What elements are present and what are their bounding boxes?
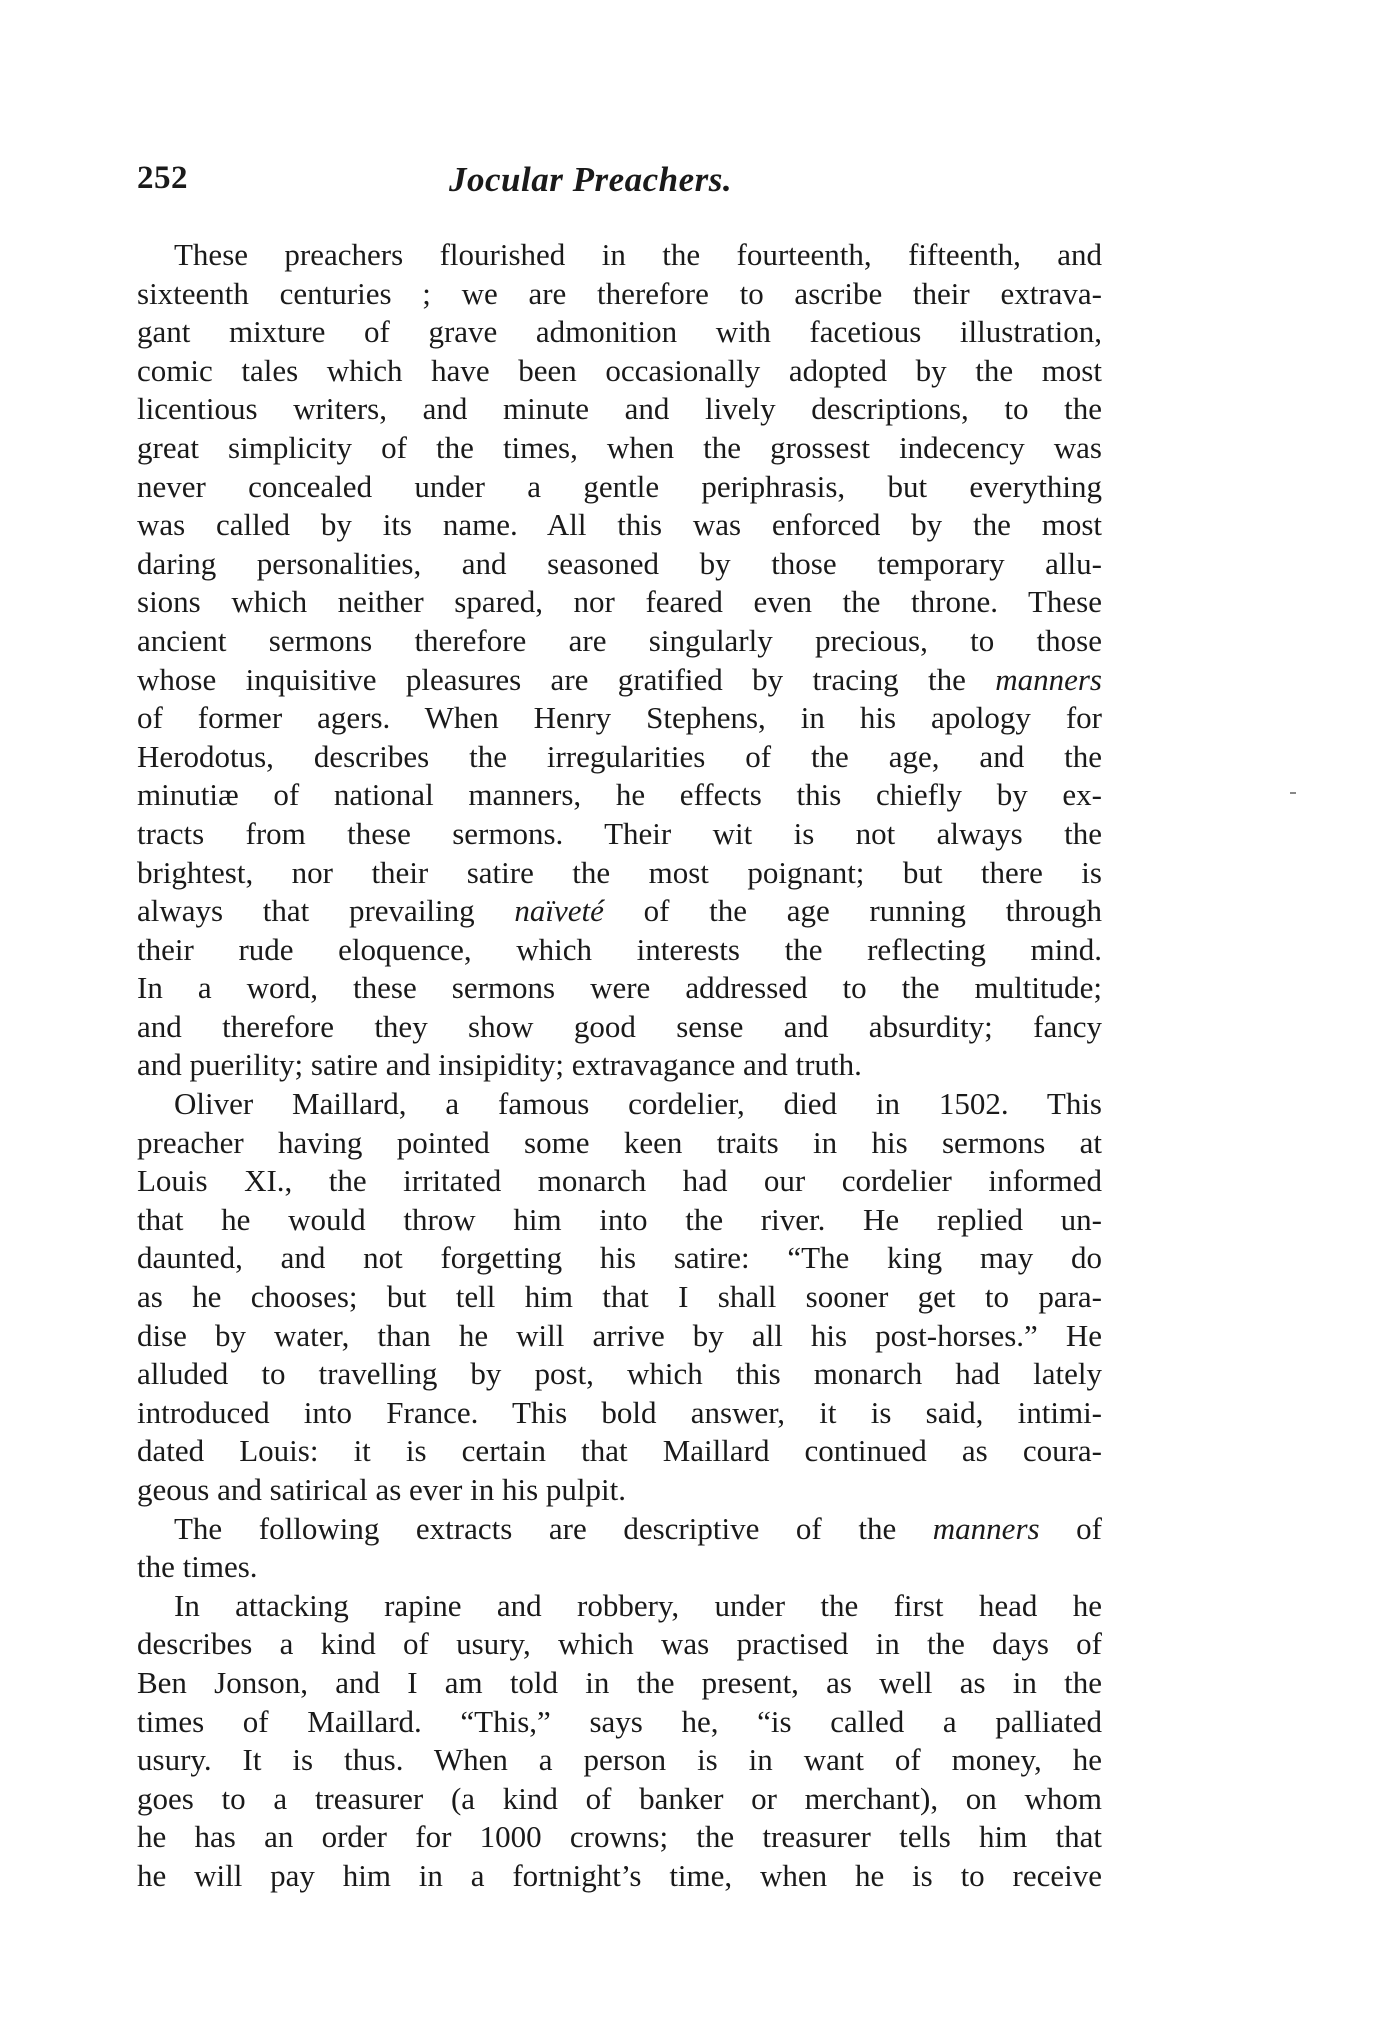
text-line: that he would throw him into the river. He replied un- <box>137 1201 1102 1237</box>
text-line: comic tales which have been occasionally adopted by the most <box>137 352 1102 388</box>
text-line: and puerility; satire and insipidity; extravagance and truth. <box>137 1047 862 1083</box>
text-line: of former agers. When Henry Stephens, in his apology for <box>137 700 1102 736</box>
text-line: as he chooses; but tell him that I shall sooner get to para- <box>137 1279 1102 1315</box>
running-title: Jocular Preachers. <box>449 160 733 199</box>
text-line: never concealed under a gentle periphrasis, but everything <box>137 468 1102 504</box>
text-line: introduced into France. This bold answer, it is said, intimi- <box>137 1394 1102 1430</box>
text-line: licentious writers, and minute and lively descriptions, to the <box>137 391 1102 427</box>
text-line: describes a kind of usury, which was practised in the days of <box>137 1626 1102 1662</box>
text-line: always that prevailing naïveté of the age running through <box>137 893 1103 929</box>
text-line: The following extracts are descriptive of the manners of <box>174 1510 1102 1546</box>
paragraph-4 <box>137 1587 1102 1896</box>
text-line: he has an order for 1000 crowns; the treasurer tells him that <box>137 1819 1102 1855</box>
text-line: dated Louis: it is certain that Maillard continued as coura- <box>137 1433 1102 1469</box>
text-line: geous and satirical as ever in his pulpit. <box>137 1472 626 1507</box>
text-line: These preachers flourished in the fourteenth, fifteenth, and <box>174 237 1102 272</box>
paragraph-2 <box>137 1085 1102 1510</box>
text-line: sions which neither spared, nor feared even the throne. These <box>137 584 1102 620</box>
text-line: Ben Jonson, and I am told in the present, as well as in the <box>137 1664 1102 1700</box>
text-line: In attacking rapine and robbery, under the first head he <box>174 1587 1102 1623</box>
text-line: goes to a treasurer (a kind of banker or merchant), on whom <box>137 1780 1102 1816</box>
text-line: brightest, nor their satire the most poignant; but there is <box>137 854 1102 890</box>
italic-emphasis: manners <box>995 661 1102 697</box>
paragraph-3 <box>137 1510 1102 1587</box>
text-line: Herodotus, describes the irregularities of the age, and the <box>137 738 1102 774</box>
text-line: alluded to travelling by post, which this monarch had lately <box>137 1356 1102 1392</box>
page-header <box>137 160 1102 210</box>
text-line: and therefore they show good sense and absurdity; fancy <box>137 1008 1102 1044</box>
text-line: great simplicity of the times, when the grossest indecency was <box>137 429 1102 465</box>
text-line: tracts from these sermons. Their wit is not always the <box>137 815 1102 851</box>
text-line: dise by water, than he will arrive by all his post-horses.” He <box>137 1317 1102 1353</box>
text-line: he will pay him in a fortnight’s time, when he is to receive <box>137 1857 1102 1893</box>
text-line: Louis XI., the irritated monarch had our cordelier informed <box>137 1163 1102 1199</box>
text-line: usury. It is thus. When a person is in want of money, he <box>137 1742 1102 1778</box>
text-line: was called by its name. All this was enforced by the most <box>137 507 1102 543</box>
text-line: times of Maillard. “This,” says he, “is called a palliated <box>137 1703 1102 1739</box>
margin-mark <box>1290 792 1296 794</box>
text-line: Oliver Maillard, a famous cordelier, died in 1502. This <box>174 1086 1102 1122</box>
italic-emphasis: manners <box>932 1510 1040 1546</box>
text-line: sixteenth centuries ; we are therefore to ascribe their extrava- <box>137 275 1102 311</box>
text-line: gant mixture of grave admonition with facetious illustration, <box>137 314 1102 350</box>
text-line: minutiæ of national manners, he effects this chiefly by ex- <box>137 777 1102 813</box>
text-line: preacher having pointed some keen traits in his sermons at <box>137 1124 1102 1160</box>
text-line: the times. <box>137 1549 258 1585</box>
page-number: 252 <box>137 160 188 196</box>
paragraph-1 <box>137 236 1102 1085</box>
text-line: whose inquisitive pleasures are gratified by tracing the manners <box>137 661 1102 697</box>
text-line: daring personalities, and seasoned by those temporary allu- <box>137 545 1102 581</box>
text-line: their rude eloquence, which interests the reflecting mind. <box>137 931 1102 967</box>
body-text <box>137 236 1102 1896</box>
italic-emphasis: naïveté <box>514 893 604 929</box>
text-line: ancient sermons therefore are singularly precious, to those <box>137 622 1102 658</box>
text-line: daunted, and not forgetting his satire: “The king may do <box>137 1240 1102 1276</box>
text-line: In a word, these sermons were addressed to the multitude; <box>137 970 1102 1006</box>
